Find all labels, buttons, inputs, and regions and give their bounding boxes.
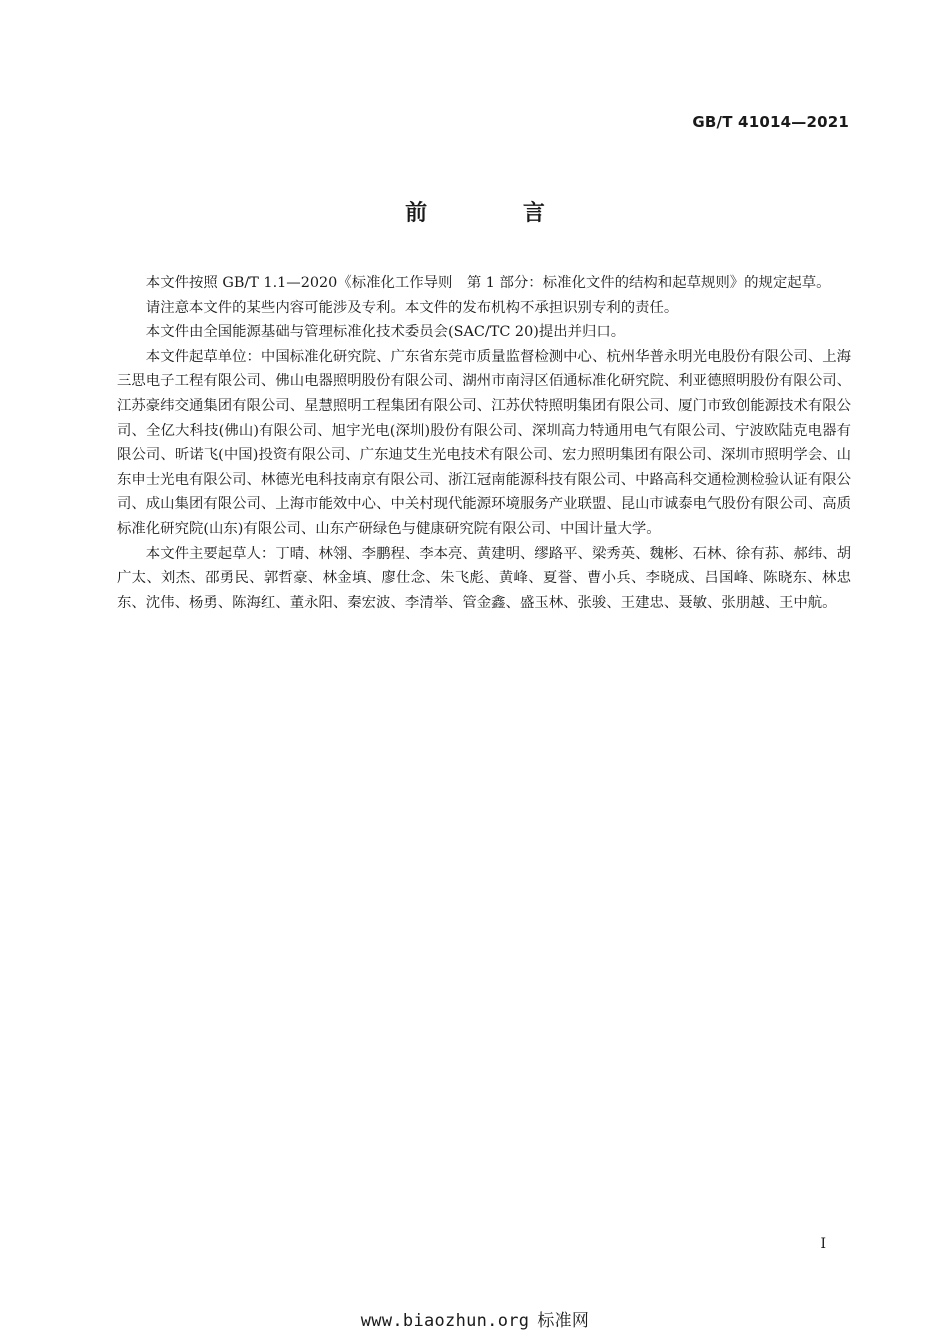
page-number: I — [820, 1236, 826, 1252]
paragraph-drafting-rules: 本文件按照 GB/T 1.1—2020《标准化工作导则 第 1 部分：标准化文件的结构和起草规则》的规定起草。 — [145, 275, 831, 291]
paragraph-patent-notice: 请注意本文件的某些内容可能涉及专利。本文件的发布机构不承担识别专利的责任。 — [145, 299, 679, 316]
footer-site-name: 标准网 — [537, 1311, 590, 1331]
footer-url[interactable]: www.biaozhun.org — [360, 1311, 530, 1331]
page-title: 前 言 — [405, 201, 589, 226]
paragraph-proposer: 本文件由全国能源基础与管理标准化技术委员会(SAC/TC 20)提出并归口。 — [145, 324, 626, 341]
standard-code: GB/T 41014—2021 — [692, 113, 849, 131]
foreword-body — [117, 271, 851, 615]
paragraph-drafters: 本文件主要起草人：丁晴、林翎、李鹏程、李本亮、黄建明、缪路平、梁秀英、魏彬、石林、徐有荪、郝纬、胡广太、刘杰、邵勇民、郭哲豪、林金填、廖仕念、朱飞彪、黄峰、夏誉、曹小兵、李晓成、吕国峰、陈晓东、林忠东、沈伟、杨勇、陈海红、董永阳、秦宏波、李清举、管金鑫、盛玉林、张骏、王建忠、聂敏、张朋越、王中航。 — [117, 545, 851, 611]
paragraph-drafting-units: 本文件起草单位：中国标准化研究院、广东省东莞市质量监督检测中心、杭州华普永明光电股份有限公司、上海三思电子工程有限公司、佛山电器照明股份有限公司、湖州市南浔区佰通标准化研究院、利亚德照明股份有限公司、江苏豪纬交通集团有限公司、星慧照明工程集团有限公司、江苏伏特照明集团有限公司、厦门市致创能源技术有限公司、全亿大科技(佛山)有限公司、旭宇光电(深圳)股份有限公司、深圳高力特通用电气有限公司、宁波欧陆克电器有限公司、昕诺飞(中国)投资有限公司、广东迪艾生光电技术有限公司、宏力照明集团有限公司、深圳市照明学会、山东申士光电有限公司、林德光电科技南京有限公司、浙江冠南能源科技有限公司、中路高科交通检测检验认证有限公司、成山集团有限公司、上海市能效中心、中关村现代能源环境服务产业联盟、昆山市诚泰电气股份有限公司、高质标准化研究院(山东)有限公司、山东产研绿色与健康研究院有限公司、中国计量大学。 — [117, 348, 851, 537]
watermark-footer — [0, 1306, 950, 1331]
